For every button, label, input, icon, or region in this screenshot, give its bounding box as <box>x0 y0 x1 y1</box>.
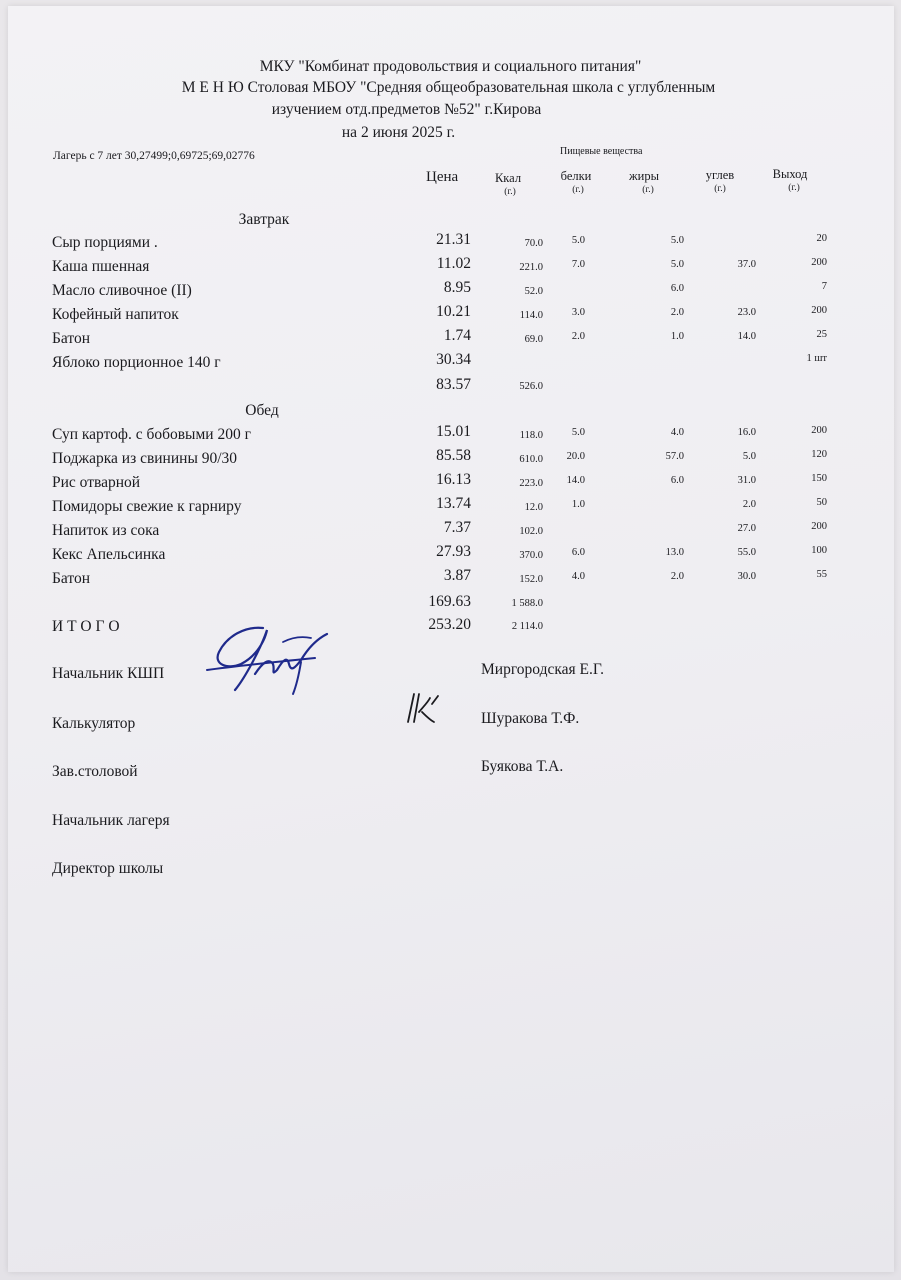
menu-item-carbs: 27.0 <box>737 523 756 534</box>
menu-item-name: Суп картоф. с бобовыми 200 г <box>52 426 251 443</box>
chief-kshp-label: Начальник КШП <box>52 665 165 682</box>
menu-item-protein: 1.0 <box>571 499 585 510</box>
menu-item-name: Кекс Апельсинка <box>52 546 166 563</box>
menu-item-yield: 25 <box>816 329 827 340</box>
org-title: МКУ "Комбинат продовольствия и социального питания" <box>259 58 642 75</box>
menu-item-fat: 13.0 <box>665 547 684 558</box>
menu-item-kcal: 114.0 <box>519 310 543 321</box>
menu-item-price: 13.74 <box>436 495 471 512</box>
handwritten-signature-chief <box>205 618 335 698</box>
menu-item-fat: 4.0 <box>670 427 684 438</box>
menu-item-protein: 14.0 <box>566 475 585 486</box>
menu-item-fat: 2.0 <box>670 307 684 318</box>
carbs-header: углев <box>705 168 735 182</box>
menu-item-name: Поджарка из свинины 90/30 <box>52 450 238 467</box>
menu-item-carbs: 55.0 <box>737 547 756 558</box>
menu-item-name: Рис отварной <box>52 474 141 491</box>
menu-item-kcal: 52.0 <box>524 286 543 297</box>
menu-item-price: 11.02 <box>436 255 471 272</box>
menu-item-name: Напиток из сока <box>52 522 160 539</box>
grand-total-label: И Т О Г О <box>52 618 120 635</box>
menu-item-yield: 100 <box>811 545 827 556</box>
menu-item-kcal: 70.0 <box>524 238 543 249</box>
menu-item-fat: 1.0 <box>670 331 684 342</box>
protein-unit: (г.) <box>572 185 584 195</box>
menu-item-price: 7.37 <box>443 519 471 536</box>
menu-item-fat: 2.0 <box>670 571 684 582</box>
menu-item-name: Батон <box>52 570 90 587</box>
breakfast-title: Завтрак <box>238 211 290 228</box>
lunch-total-price: 169.63 <box>428 593 471 610</box>
menu-item-fat: 57.0 <box>665 451 684 462</box>
fat-header: жиры <box>629 169 659 183</box>
menu-item-carbs: 31.0 <box>737 475 756 486</box>
menu-item-fat: 5.0 <box>670 235 684 246</box>
menu-item-kcal: 102.0 <box>519 526 543 537</box>
menu-item-yield: 7 <box>821 281 827 292</box>
menu-item-yield: 200 <box>811 305 827 316</box>
canteen-head-label: Зав.столовой <box>52 763 138 780</box>
menu-item-protein: 3.0 <box>571 307 585 318</box>
menu-item-carbs: 16.0 <box>737 427 756 438</box>
menu-item-price: 16.13 <box>436 471 471 488</box>
menu-item-yield: 200 <box>811 521 827 532</box>
calculator-label: Калькулятор <box>52 715 136 732</box>
menu-item-name: Яблоко порционное 140 г <box>52 354 221 371</box>
grand-total-price: 253.20 <box>428 616 471 633</box>
handwritten-signature-calculator <box>402 690 442 726</box>
lunch-title: Обед <box>245 402 279 419</box>
kcal-unit: (г.) <box>504 187 516 197</box>
kcal-header: Ккал <box>494 171 522 185</box>
document-sheet <box>8 6 894 1272</box>
menu-item-protein: 7.0 <box>571 259 585 270</box>
carbs-unit: (г.) <box>714 184 726 194</box>
menu-title: М Е Н Ю Столовая МБОУ "Средняя общеобразовательная школа с углубленным <box>181 79 716 96</box>
menu-item-kcal: 12.0 <box>524 502 543 513</box>
menu-item-name: Батон <box>52 330 90 347</box>
menu-item-kcal: 610.0 <box>519 454 543 465</box>
signer-name-2: Шуракова Т.Ф. <box>481 710 580 727</box>
menu-item-price: 3.87 <box>443 567 471 584</box>
menu-item-price: 27.93 <box>436 543 471 560</box>
yield-header: Выход <box>772 167 808 181</box>
menu-item-yield: 200 <box>811 257 827 268</box>
menu-item-fat: 6.0 <box>670 283 684 294</box>
menu-item-yield: 1 шт <box>806 353 827 364</box>
menu-item-carbs: 2.0 <box>742 499 756 510</box>
menu-item-carbs: 5.0 <box>742 451 756 462</box>
menu-item-kcal: 152.0 <box>519 574 543 585</box>
menu-item-kcal: 69.0 <box>524 334 543 345</box>
grand-total-kcal: 2 114.0 <box>511 621 543 632</box>
menu-item-protein: 5.0 <box>571 427 585 438</box>
price-header: Цена <box>426 169 459 185</box>
menu-item-yield: 55 <box>816 569 827 580</box>
menu-item-protein: 5.0 <box>571 235 585 246</box>
menu-item-carbs: 23.0 <box>737 307 756 318</box>
breakfast-total-kcal: 526.0 <box>519 381 543 392</box>
menu-item-carbs: 37.0 <box>737 259 756 270</box>
menu-item-name: Помидоры свежие к гарниру <box>52 498 242 515</box>
menu-item-price: 21.31 <box>436 231 471 248</box>
signer-name-1: Миргородская Е.Г. <box>481 661 604 678</box>
menu-item-kcal: 221.0 <box>519 262 543 273</box>
menu-item-protein: 20.0 <box>566 451 585 462</box>
school-title: изучением отд.предметов №52" г.Кирова <box>271 101 542 118</box>
signer-name-3: Буякова Т.А. <box>481 758 564 775</box>
menu-item-fat: 5.0 <box>670 259 684 270</box>
menu-item-kcal: 118.0 <box>519 430 543 441</box>
menu-item-price: 30.34 <box>436 351 471 368</box>
menu-item-fat: 6.0 <box>670 475 684 486</box>
director-label: Директор школы <box>52 860 164 877</box>
menu-item-yield: 200 <box>811 425 827 436</box>
menu-item-price: 15.01 <box>436 423 471 440</box>
menu-item-carbs: 30.0 <box>737 571 756 582</box>
menu-item-price: 8.95 <box>443 279 471 296</box>
nutrients-group-header: Пищевые вещества <box>560 146 643 157</box>
camp-head-label: Начальник лагеря <box>52 812 170 829</box>
menu-item-yield: 50 <box>816 497 827 508</box>
menu-item-price: 10.21 <box>436 303 471 320</box>
menu-item-name: Кофейный напиток <box>52 306 179 323</box>
menu-item-protein: 2.0 <box>571 331 585 342</box>
breakfast-total-price: 83.57 <box>436 376 471 393</box>
protein-header: белки <box>560 169 592 183</box>
menu-item-kcal: 223.0 <box>519 478 543 489</box>
menu-item-yield: 150 <box>811 473 827 484</box>
menu-item-price: 1.74 <box>443 327 471 344</box>
fat-unit: (г.) <box>642 185 654 195</box>
menu-item-yield: 20 <box>816 233 827 244</box>
menu-item-kcal: 370.0 <box>519 550 543 561</box>
menu-item-price: 85.58 <box>436 447 471 464</box>
menu-item-protein: 6.0 <box>571 547 585 558</box>
menu-item-carbs: 14.0 <box>737 331 756 342</box>
menu-date: на 2 июня 2025 г. <box>341 124 456 141</box>
menu-item-name: Сыр порциями . <box>52 234 158 251</box>
menu-item-name: Каша пшенная <box>52 258 150 275</box>
lunch-total-kcal: 1 588.0 <box>511 598 543 609</box>
menu-item-name: Масло сливочное (II) <box>52 282 192 299</box>
yield-unit: (г.) <box>788 183 800 193</box>
menu-item-yield: 120 <box>811 449 827 460</box>
menu-item-protein: 4.0 <box>571 571 585 582</box>
camp-line: Лагерь с 7 лет 30,27499;0,69725;69,02776 <box>53 150 255 162</box>
